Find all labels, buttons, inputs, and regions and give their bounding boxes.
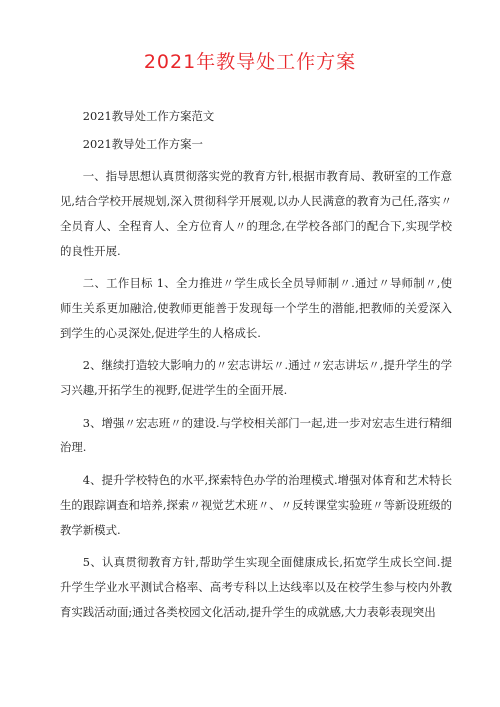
paragraph-item-5: 5、认真贯彻教育方针,帮助学生实现全面健康成长,拓宽学生成长空间.提升学生学业水平测试合格率、高考专科以上达线率以及在校学生参与校内外教育实践活动面;通过各类校园文化活动,提升学生的成就感,大力表彰表现突出 bbox=[60, 555, 452, 619]
subtitle-1: 2021教导处工作方案范文 bbox=[82, 109, 215, 123]
subtitle-2: 2021教导处工作方案一 bbox=[82, 136, 203, 151]
document-body bbox=[60, 104, 452, 632]
paragraph-item-3: 3、增强〃宏志班〃的建设.与学校相关部门一起,进一步对宏志生进行精细治理. bbox=[60, 415, 452, 455]
document-title: 2021年教导处工作方案 bbox=[143, 51, 357, 73]
paragraph-item-2: 2、继续打造较大影响力的〃宏志讲坛〃.通过〃宏志讲坛〃,提升学生的学习兴趣,开拓学生的视野,促进学生的全面开展. bbox=[60, 358, 452, 398]
paragraph-guiding-ideology: 一、指导思想认真贯彻落实党的教育方针,根据市教育局、教研室的工作意见,结合学校开展规划,深入贯彻科学开展观,以办人民满意的教育为己任,落实〃全员育人、全程育人、全方位育人〃的理念,在学校各部门的配合下,实现学校的良性开展. bbox=[60, 169, 452, 258]
paragraph-work-goals: 二、工作目标 1、全力推进〃学生成长全员导师制〃.通过〃导师制〃,使师生关系更加融洽,使教师更能善于发现每一个学生的潜能,把教师的关爱深入到学生的心灵深处,促进学生的人格成长. bbox=[60, 276, 452, 340]
paragraph-item-4: 4、提升学校特色的水平,探索特色办学的治理模式.增强对体育和艺术特长生的跟踪调查和培养,探索〃视觉艺术班〃、〃反转课堂实验班〃等新设班级的教学新模式. bbox=[60, 473, 452, 537]
